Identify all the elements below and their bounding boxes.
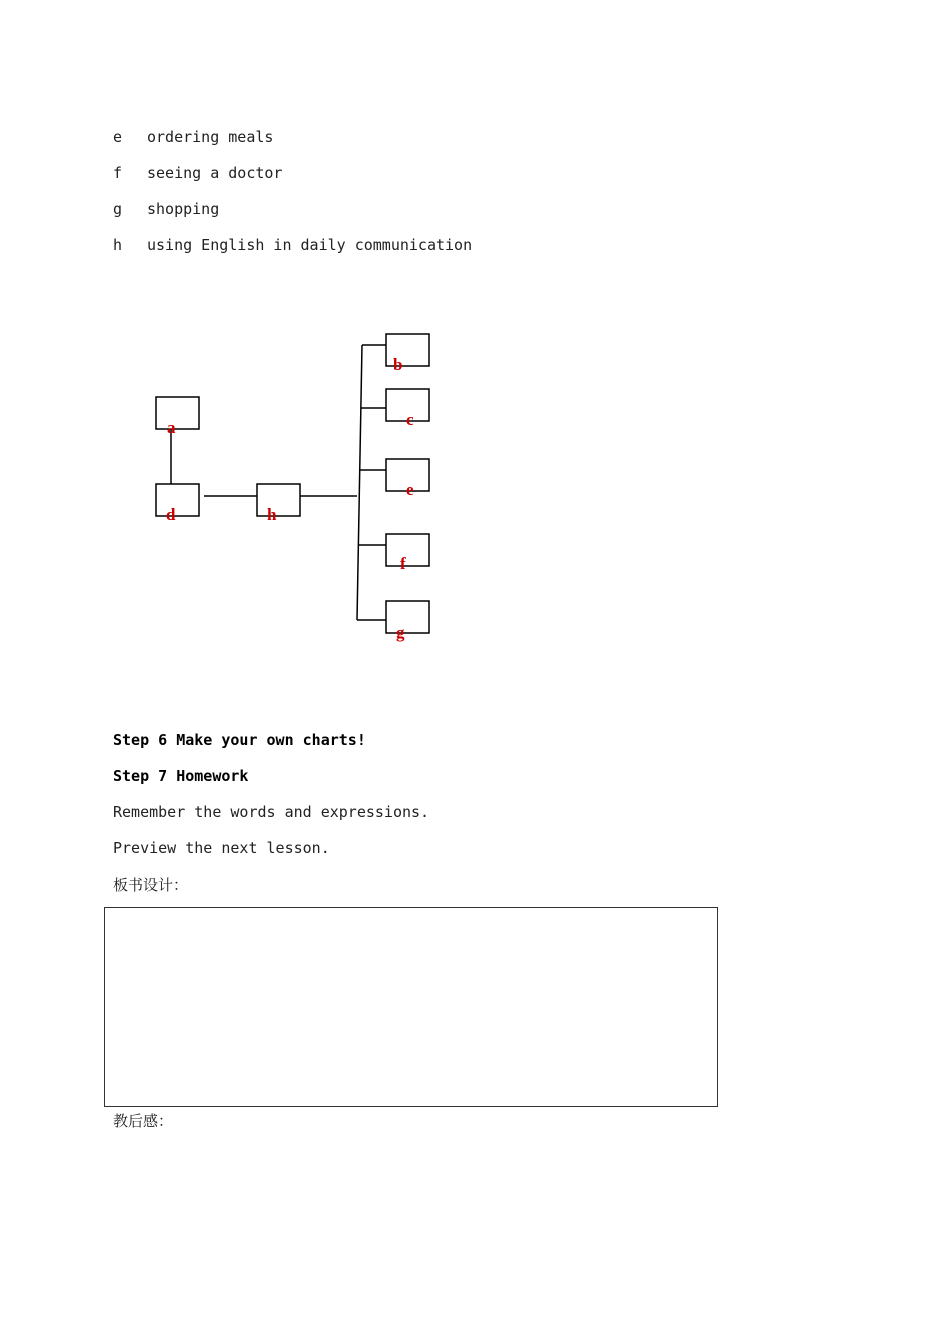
node-label-h: h [267,505,277,524]
node-label-g: g [396,623,405,642]
list-text: seeing a doctor [147,164,283,182]
list-text: using English in daily communication [147,236,473,254]
board-design-label: 板书设计： [113,876,189,894]
list-text: shopping [147,200,220,218]
node-box-a [156,397,199,429]
homework-line: Remember the words and expressions. [113,803,430,821]
reflection-label: 教后感： [113,1112,174,1130]
node-box-d [156,484,199,516]
trunk-line [357,345,362,620]
list-key: e [113,128,123,146]
step-7-heading: Step 7 Homework [113,767,249,785]
node-label-e: e [406,480,414,499]
node-label-a: a [167,418,176,437]
node-label-c: c [406,410,414,429]
step-6-heading: Step 6 Make your own charts! [113,731,366,749]
node-box-g [386,601,429,633]
node-label-b: b [393,355,403,374]
list-key: g [113,200,123,218]
node-label-f: f [400,554,406,573]
node-box-h [257,484,300,516]
node-label-d: d [166,505,176,524]
node-box-f [386,534,429,566]
homework-line: Preview the next lesson. [113,839,330,857]
board-design-box [104,907,718,1107]
list-key: f [113,164,123,182]
list-key: h [113,236,123,254]
list-text: ordering meals [147,128,274,146]
